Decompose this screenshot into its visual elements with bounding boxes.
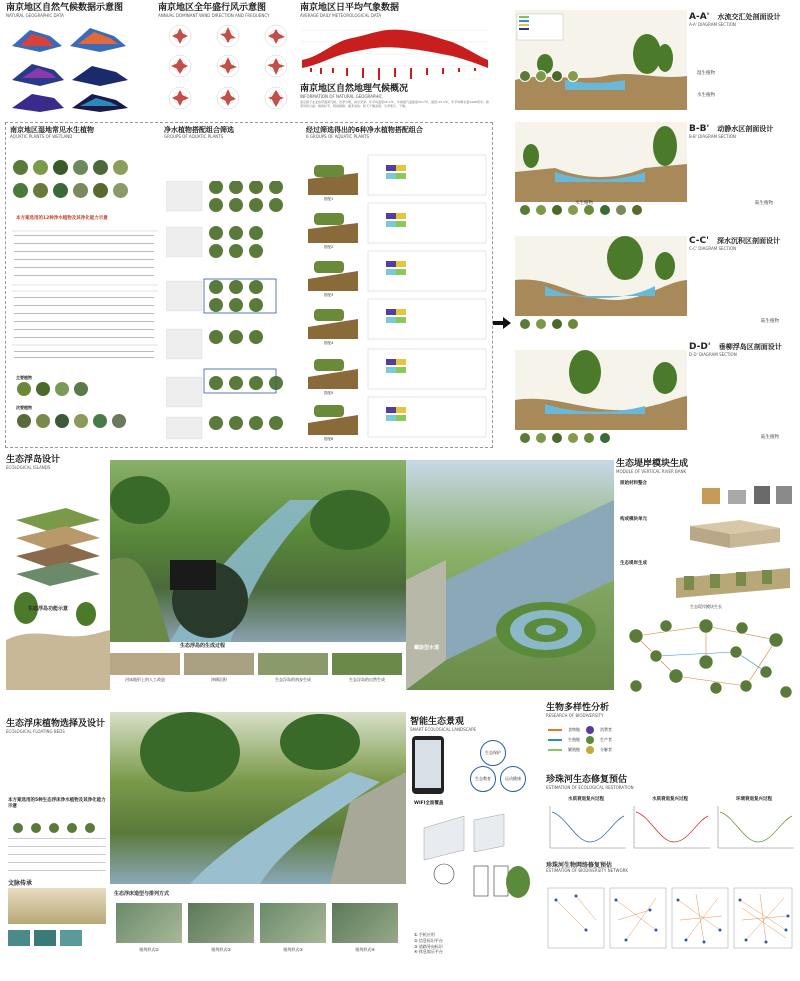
restore-chart-1-title: 水质衰退复兴过程	[568, 797, 604, 802]
climate-subtitle: NATURAL GEOGRAPHIC DATA	[6, 12, 64, 18]
bank-raw-label: 原始材料整合	[620, 481, 647, 486]
gen-step-4-label: 生态浮岛的自然生成	[349, 677, 385, 682]
purify-subtitle: GROUPS OF AQUATIC PLANTS	[164, 133, 224, 139]
six-groups-subtitle: 6 GROUPS OF AQUATIC PLANTS	[306, 133, 370, 139]
zone-water-b: 水生植物	[575, 201, 593, 206]
wind-title: 南京地区全年盛行风示意图	[158, 3, 267, 13]
arrangement-1-image	[116, 903, 182, 943]
net-title: 珍珠河生物网络修复预估	[546, 862, 613, 869]
six-groups-title: 经过筛选得出的6种净水植物搭配组合	[306, 126, 423, 134]
geo-title: 南京地区自然地理气候概况	[300, 84, 409, 94]
right-arrow-icon	[493, 314, 511, 326]
network-diagrams	[546, 880, 796, 966]
net-subtitle: ESTIMATION OF BIODIVERSITY NETWORK	[546, 868, 629, 873]
section-d-subtitle: D-D' DIAGRAM SECTION	[689, 352, 737, 357]
plant-capability-table	[12, 225, 158, 371]
section-c-code: C-C'	[689, 236, 709, 246]
climate-surface-plots	[10, 22, 140, 112]
bubble-health: 运动健康	[500, 766, 526, 792]
arrangement-3-image	[260, 903, 326, 943]
arrangement-3-label: 排列形式③	[283, 947, 303, 952]
section-a-code: A-A'	[689, 12, 710, 22]
geo-text: 南京属于北亚热带湿润气候，四季分明，雨水充沛。年平均温度15.4℃，年极端气温最高39.7℃，最低-13.1℃，年平均降水量1106毫米。春季风和日丽；梅雨时节，阴雨绵绵；夏季炎热；秋天干燥凉爽；冬季寒冷、干燥。	[300, 100, 489, 109]
weather-block	[300, 4, 490, 84]
bubble-education: 生态教育	[470, 766, 496, 792]
legend-food-chain: 食物链	[568, 727, 580, 732]
bank-header	[616, 460, 796, 474]
island-header	[6, 456, 110, 470]
geo-info-block	[300, 85, 490, 120]
main-plants-label: 主要植物	[16, 375, 32, 380]
purify-title: 净水植物搭配组合筛选	[164, 126, 234, 134]
floating-table	[8, 822, 106, 874]
group-label-3: 搭配3	[324, 293, 334, 297]
smart-bubbles	[470, 740, 540, 796]
shape-title: 生态浮床造型与排列方式	[114, 891, 170, 897]
biodiv-subtitle: RESEARCH OF BIODIVERSITY	[546, 712, 604, 718]
smart-title: 智能生态景观	[410, 717, 465, 727]
main-plant-row	[16, 381, 89, 397]
group-label-6: 搭配6	[324, 437, 334, 441]
second-plant-row	[16, 413, 127, 429]
island-title: 生态浮岛设计	[6, 455, 61, 465]
island-function-label: 生态浮岛功能示意	[28, 606, 69, 612]
spiral-channel-render	[406, 460, 614, 690]
restore-chart-3-title: 环境衰退复兴过程	[736, 797, 772, 802]
gen-step-2-label: 冲刷沉积	[211, 677, 227, 682]
wetland-title: 南京地区湿地常见水生植物	[10, 126, 94, 134]
floating-header	[6, 720, 106, 734]
restore-chart-2-title: 水质衰退复兴过程	[652, 797, 688, 802]
wetland-plant-grid	[12, 159, 152, 211]
weather-title: 南京地区日平均气象数据	[300, 3, 400, 13]
section-c-subtitle: C-C' DIAGRAM SECTION	[689, 246, 737, 251]
section-b-header	[689, 116, 797, 139]
group-label-1: 搭配1	[324, 197, 334, 201]
section-c-drawing	[515, 236, 687, 316]
gen-step-4-image	[332, 653, 402, 675]
wetland-subtitle: AQUATIC PLANTS OF WETLAND	[10, 133, 73, 139]
weather-chart	[302, 20, 488, 82]
legend-decomposer: 分解者	[600, 747, 612, 752]
island-subtitle: ECOLOGICAL ISLANDS	[6, 464, 51, 470]
legend-breeding: 繁殖链	[568, 747, 580, 752]
wind-roses-grid	[158, 22, 298, 116]
wind-subtitle: ANNUAL DOMINANT WIND DIRECTION AND FREQUENCY	[158, 12, 270, 18]
zone-water-a: 水生植物	[697, 93, 715, 98]
restore-title: 珍珠河生态修复预估	[546, 775, 628, 785]
sections-column	[515, 4, 797, 452]
smart-step-2: ② 信息标识平台	[414, 937, 443, 943]
arrangement-2-image	[188, 903, 254, 943]
arrangement-2-label: 排列形式②	[211, 947, 231, 952]
restore-header	[546, 776, 796, 790]
bank-unit-diagram	[680, 514, 790, 552]
smart-step-3: ③ 道路导向标识	[414, 943, 443, 949]
plant-table-title: 本方案选用的12种净水植物及其净化能力示意	[16, 216, 108, 221]
bank-gen-label: 生态堤岸生成	[620, 561, 647, 566]
bank-raw-materials	[700, 482, 794, 508]
section-d-title: 垂柳浮岛区剖面设计	[718, 343, 782, 351]
group-label-2: 搭配2	[324, 245, 334, 249]
legend-reproduction: 生殖链	[568, 737, 580, 742]
floating-title: 生态浮床植物选择及设计	[6, 719, 106, 729]
culture-painting	[8, 888, 106, 924]
river-render-image	[110, 460, 406, 642]
gen-step-1-label: 河床地形上的人工改造	[125, 677, 165, 682]
food-web-diagram	[616, 616, 798, 702]
section-b-title: 动静水区剖面设计	[717, 125, 774, 133]
wind-rose-block	[158, 4, 298, 118]
bank-title: 生态堤岸模块生成	[616, 459, 689, 469]
zone-wet-a: 湿生植物	[697, 71, 715, 76]
arrangement-4-image	[332, 903, 398, 943]
wetland-column	[10, 127, 160, 139]
gen-step-3-image	[258, 653, 328, 675]
section-b-drawing	[515, 122, 687, 202]
bank-gen-diagram	[670, 560, 794, 602]
legend-producer: 生产者	[600, 737, 612, 742]
floating-bed-render	[110, 712, 406, 884]
section-c-header	[689, 228, 797, 251]
section-d-plants	[515, 432, 797, 444]
floating-arrangements	[110, 890, 406, 953]
weather-subtitle: AVERAGE DAILY METEOROLOGICAL DATA	[300, 12, 382, 18]
island-layers-diagram	[6, 500, 110, 690]
gen-step-1-image	[110, 653, 180, 675]
section-a-header	[689, 4, 797, 27]
section-a-subtitle: A-A' DIAGRAM SECTION	[689, 22, 736, 27]
section-a-drawing	[515, 10, 687, 110]
smart-header	[410, 718, 530, 732]
biodiv-title: 生物多样性分析	[546, 703, 610, 713]
restore-subtitle: ESTIMATION OF ECOLOGICAL RESTORATION	[546, 784, 634, 790]
island-gen-title: 生态浮岛的生成过程	[180, 643, 226, 649]
section-d-header	[689, 334, 797, 357]
group-label-4: 搭配4	[324, 341, 334, 345]
gen-step-2-image	[184, 653, 254, 675]
arrangement-4-label: 排列形式④	[355, 947, 375, 952]
smart-subtitle: SMART ECOLOGICAL LANDSCAPE	[410, 726, 477, 732]
bank-subtitle: MODULE OF VERTICAL RIVER BANK	[616, 468, 687, 474]
smart-step-4: ④ 休息娱乐平台	[414, 949, 443, 955]
six-groups-column	[306, 127, 486, 139]
zone-land-b: 陆生植物	[755, 201, 773, 206]
section-a-title: 水流交汇处剖面设计	[717, 13, 781, 21]
section-c-plants	[515, 318, 797, 330]
climate-title: 南京地区自然气候数据示意图	[6, 3, 124, 13]
plant-selection-panel	[5, 122, 493, 448]
biodiv-legend	[548, 726, 728, 754]
section-b-code: B-B'	[689, 124, 710, 134]
second-plants-label: 次要植物	[16, 405, 32, 410]
smart-step-1: ① 手机应用	[414, 932, 435, 937]
climate-data-block	[6, 4, 146, 118]
geo-subtitle: INFORMATION OF NATURAL GEOGRAPHIC	[300, 93, 383, 99]
bubble-protect: 生态保护	[480, 740, 506, 766]
section-b-subtitle: B-B' DIAGRAM SECTION	[689, 134, 736, 139]
section-d-code: D-D'	[689, 342, 711, 352]
spiral-channel-label: 螺旋型水道	[414, 645, 440, 651]
floating-subtitle: ECOLOGICAL FLOATING BEDS	[6, 728, 65, 734]
smart-steps	[414, 932, 534, 955]
biodiv-header	[546, 704, 796, 718]
island-generation	[110, 642, 406, 683]
section-d-drawing	[515, 350, 687, 430]
restore-charts	[546, 796, 796, 856]
floating-table-title: 本方案选用的5种生态浮床净水植物及其净化能力示意	[8, 798, 106, 809]
group-label-5: 搭配5	[324, 391, 334, 395]
purify-groups	[166, 181, 304, 441]
legend-consumer: 消费者	[600, 727, 612, 732]
six-groups-list	[308, 151, 488, 447]
section-c-title: 深水沉积区剖面设计	[717, 237, 781, 245]
wifi-label: WIFI全面覆盖	[414, 801, 444, 806]
arrangement-1-label: 排列形式①	[139, 947, 159, 952]
bank-grow-label: 生态堤岸模块生长	[690, 604, 722, 609]
gen-step-3-label: 生态浮岛的初步生成	[275, 677, 311, 682]
zone-land-c: 陆生植物	[761, 319, 779, 324]
smart-devices-diagram	[414, 810, 534, 910]
section-a-plants	[515, 70, 797, 82]
culture-label: 文脉传承	[8, 880, 33, 887]
net-header	[546, 860, 796, 873]
bank-unit-label: 构成模块单元	[620, 517, 647, 522]
purify-column	[164, 127, 304, 139]
culture-pattern-tiles	[8, 930, 106, 950]
zone-land-d: 陆生植物	[761, 435, 779, 440]
phone-icon	[412, 736, 444, 794]
